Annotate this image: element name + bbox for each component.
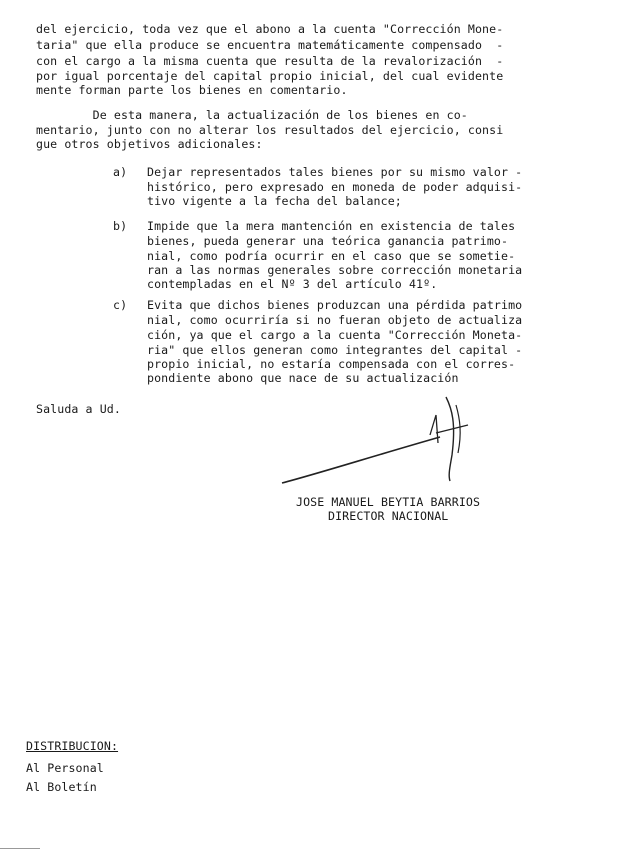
- page-edge-mark: [0, 848, 40, 849]
- text-line: Dejar representados tales bienes por su mismo valor -: [147, 165, 523, 179]
- distribution-recipient: Al Boletín: [26, 780, 97, 794]
- text-line: taria" que ella produce se encuentra matemáticamente compensado -: [36, 38, 504, 52]
- handwritten-signature: [280, 395, 480, 490]
- text-line: del ejercicio, toda vez que el abono a la cuenta "Corrección Mone-: [36, 22, 504, 36]
- signatory-name: JOSE MANUEL BEYTIA BARRIOS: [296, 495, 481, 509]
- distribution-recipient: Al Personal: [26, 761, 104, 775]
- text-line: ria" que ellos generan como integrantes del capital -: [147, 343, 523, 357]
- text-line: ción, ya que el cargo a la cuenta "Corrección Moneta-: [147, 328, 523, 342]
- text-line: mente forman parte los bienes en comentario.: [36, 83, 348, 97]
- text-line: propio inicial, no estaría compensada con el corres-: [147, 357, 516, 371]
- text-line: con el cargo a la misma cuenta que resulta de la revalorización -: [36, 54, 504, 68]
- text-line: pondiente abono que nace de su actualización: [147, 371, 459, 385]
- list-marker: c): [113, 298, 128, 312]
- text-line: nial, como ocurriría si no fueran objeto de actualiza: [147, 313, 523, 327]
- closing-salutation: Saluda a Ud.: [36, 402, 121, 416]
- text-line: bienes, pueda generar una teórica ganancia patrimo-: [147, 234, 509, 248]
- text-line: por igual porcentaje del capital propio inicial, del cual evidente: [36, 69, 504, 83]
- text-line: contempladas en el Nº 3 del artículo 41º.: [147, 277, 438, 291]
- text-line: gue otros objetivos adicionales:: [36, 137, 263, 151]
- text-line: nial, como podría ocurrir en el caso que se sometie-: [147, 249, 516, 263]
- text-line: Evita que dichos bienes produzcan una pérdida patrimo: [147, 298, 523, 312]
- signatory-title: DIRECTOR NACIONAL: [328, 509, 449, 523]
- text-line: Impide que la mera mantención en existencia de tales: [147, 219, 516, 233]
- distribution-heading: DISTRIBUCION:: [26, 739, 119, 753]
- list-marker: a): [113, 165, 128, 179]
- text-line: mentario, junto con no alterar los resultados del ejercicio, consi: [36, 123, 504, 137]
- text-line: De esta manera, la actualización de los bienes en co-: [36, 108, 468, 122]
- text-line: histórico, pero expresado en moneda de poder adquisi-: [147, 180, 523, 194]
- text-line: ran a las normas generales sobre corrección monetaria: [147, 263, 523, 277]
- text-line: tivo vigente a la fecha del balance;: [147, 194, 402, 208]
- list-marker: b): [113, 219, 128, 233]
